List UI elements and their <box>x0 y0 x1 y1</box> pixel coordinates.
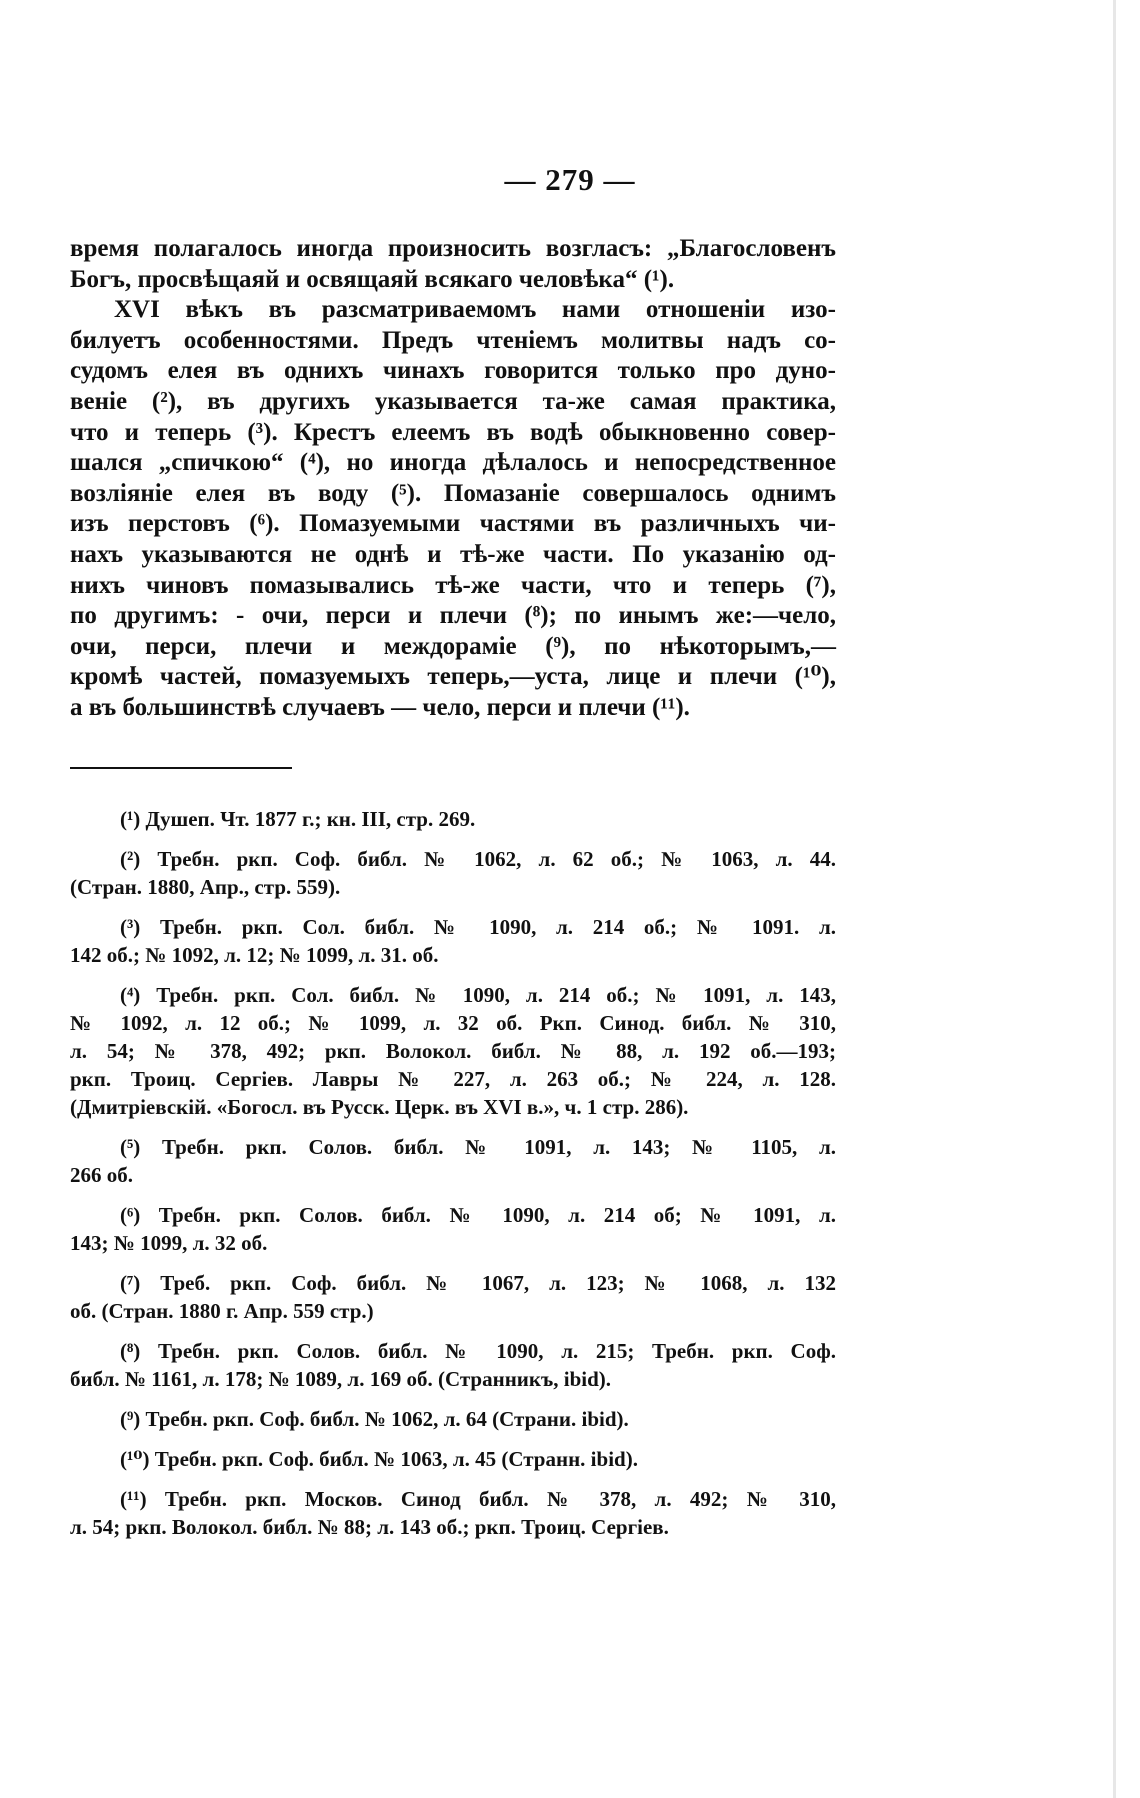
text-line: Богъ, просвѣщаяй и освящаяй всякаго человѣка“ (¹). <box>70 265 675 293</box>
footnote-line: (Стран. 1880, Апр., стр. 559). <box>70 875 341 899</box>
footnotes <box>70 805 836 1553</box>
text-line: веніе (²), въ другихъ указывается та-же самая практика, <box>70 387 836 415</box>
footnote <box>70 1337 836 1393</box>
footnote-line: (⁶) Требн. ркп. Солов. библ. № 1090, л. 214 об; № 1091, л. <box>120 1203 836 1227</box>
footnote-line: л. 54; ркп. Волокол. библ. № 88; л. 143 об.; ркп. Троиц. Сергіев. <box>70 1515 669 1539</box>
text-line: шался „спичкою“ (⁴), но иногда дѣлалось и непосредственное <box>70 449 836 477</box>
text-line: изъ перстовъ (⁶). Помазуемыми частями въ различныхъ чи- <box>70 510 836 538</box>
text-line: очи, перси, плечи и междораміе (⁹), по нѣкоторымъ,— <box>70 632 836 660</box>
footnote-line: 143; № 1099, л. 32 об. <box>70 1231 268 1255</box>
footnote-line: 142 об.; № 1092, л. 12; № 1099, л. 31. об. <box>70 943 439 967</box>
text-line: билуетъ особенностями. Предъ чтеніемъ молитвы надъ со- <box>70 326 836 354</box>
footnote-line: (³) Требн. ркп. Сол. библ. № 1090, л. 214 об.; № 1091. л. <box>120 915 836 939</box>
text-line: возліяніе елея въ воду (⁵). Помазаніе совершалось однимъ <box>70 479 836 507</box>
text-line: судомъ елея въ однихъ чинахъ говорится только про дуно- <box>70 357 836 385</box>
footnote <box>70 805 836 833</box>
footnote-line: (⁵) Требн. ркп. Солов. библ. № 1091, л. 143; № 1105, л. <box>120 1135 836 1159</box>
footnote <box>70 981 836 1121</box>
text-line: кромѣ частей, помазуемыхъ теперь,—уста, лице и плечи (¹⁰), <box>70 663 836 691</box>
main-text <box>70 234 836 724</box>
footnote-line: (⁹) Требн. ркп. Соф. библ. № 1062, л. 64 (Страни. ibid). <box>120 1407 629 1431</box>
text-line: что и теперь (³). Крестъ елеемъ въ водѣ обыкновенно совер- <box>70 418 836 446</box>
text-line: нихъ чиновъ помазывались тѣ-же части, что и теперь (⁷), <box>70 571 836 599</box>
footnote-line: № 1092, л. 12 об.; № 1099, л. 32 об. Ркп. Синод. библ. № 310, <box>70 1011 836 1035</box>
text-line: нахъ указываются не однѣ и тѣ-же части. По указанію од- <box>70 540 836 568</box>
footnote-line: об. (Стран. 1880 г. Апр. 559 стр.) <box>70 1299 374 1323</box>
footnote-line: (Дмитріевскій. «Богосл. въ Русск. Церк. въ XVI в.», ч. 1 стр. 286). <box>70 1095 689 1119</box>
footnote-line: (²) Требн. ркп. Соф. библ. № 1062, л. 62 об.; № 1063, л. 44. <box>120 847 836 871</box>
footnote <box>70 1485 836 1541</box>
footnote <box>70 1133 836 1189</box>
footnote-line: (¹⁰) Требн. ркп. Соф. библ. № 1063, л. 45 (Странн. ibid). <box>120 1447 638 1471</box>
footnote <box>70 1405 836 1433</box>
footnote <box>70 1445 836 1473</box>
footnote <box>70 845 836 901</box>
footnote-line: 266 об. <box>70 1163 133 1187</box>
text-line: время полагалось иногда произносить возгласъ: „Благословенъ <box>70 235 836 262</box>
footnote-line: библ. № 1161, л. 178; № 1089, л. 169 об. (Странникъ, ibid). <box>70 1367 612 1391</box>
footnote <box>70 913 836 969</box>
footnote-line: ркп. Троиц. Сергіев. Лавры № 227, л. 263 об.; № 224, л. 128. <box>70 1067 836 1091</box>
footnote <box>70 1269 836 1325</box>
text-line: по другимъ: - очи, перси и плечи (⁸); по инымъ же:—чело, <box>70 602 836 630</box>
footnote <box>70 1201 836 1257</box>
footnote-line: (¹¹) Требн. ркп. Москов. Синод библ. № 378, л. 492; № 310, <box>120 1487 836 1511</box>
footnote-line: (⁷) Треб. ркп. Соф. библ. № 1067, л. 123; № 1068, л. 132 <box>120 1271 836 1295</box>
text-line: XVI вѣкъ въ разсматриваемомъ нами отношеніи изо- <box>114 296 836 324</box>
footnote-separator <box>70 767 292 769</box>
footnote-line: л. 54; № 378, 492; ркп. Волокол. библ. № 88, л. 192 об.—193; <box>70 1039 836 1063</box>
footnote-line: (⁴) Требн. ркп. Сол. библ. № 1090, л. 214 об.; № 1091, л. 143, <box>120 983 836 1007</box>
footnote-line: (⁸) Требн. ркп. Солов. библ. № 1090, л. 215; Требн. ркп. Соф. <box>120 1339 836 1363</box>
text-line: а въ большинствѣ случаевъ — чело, перси и плечи (¹¹). <box>70 693 690 721</box>
page-number: — 279 — <box>504 162 636 197</box>
page-edge <box>1113 0 1116 1798</box>
footnote-line: (¹) Душеп. Чт. 1877 г.; кн. III, стр. 269. <box>120 807 476 831</box>
